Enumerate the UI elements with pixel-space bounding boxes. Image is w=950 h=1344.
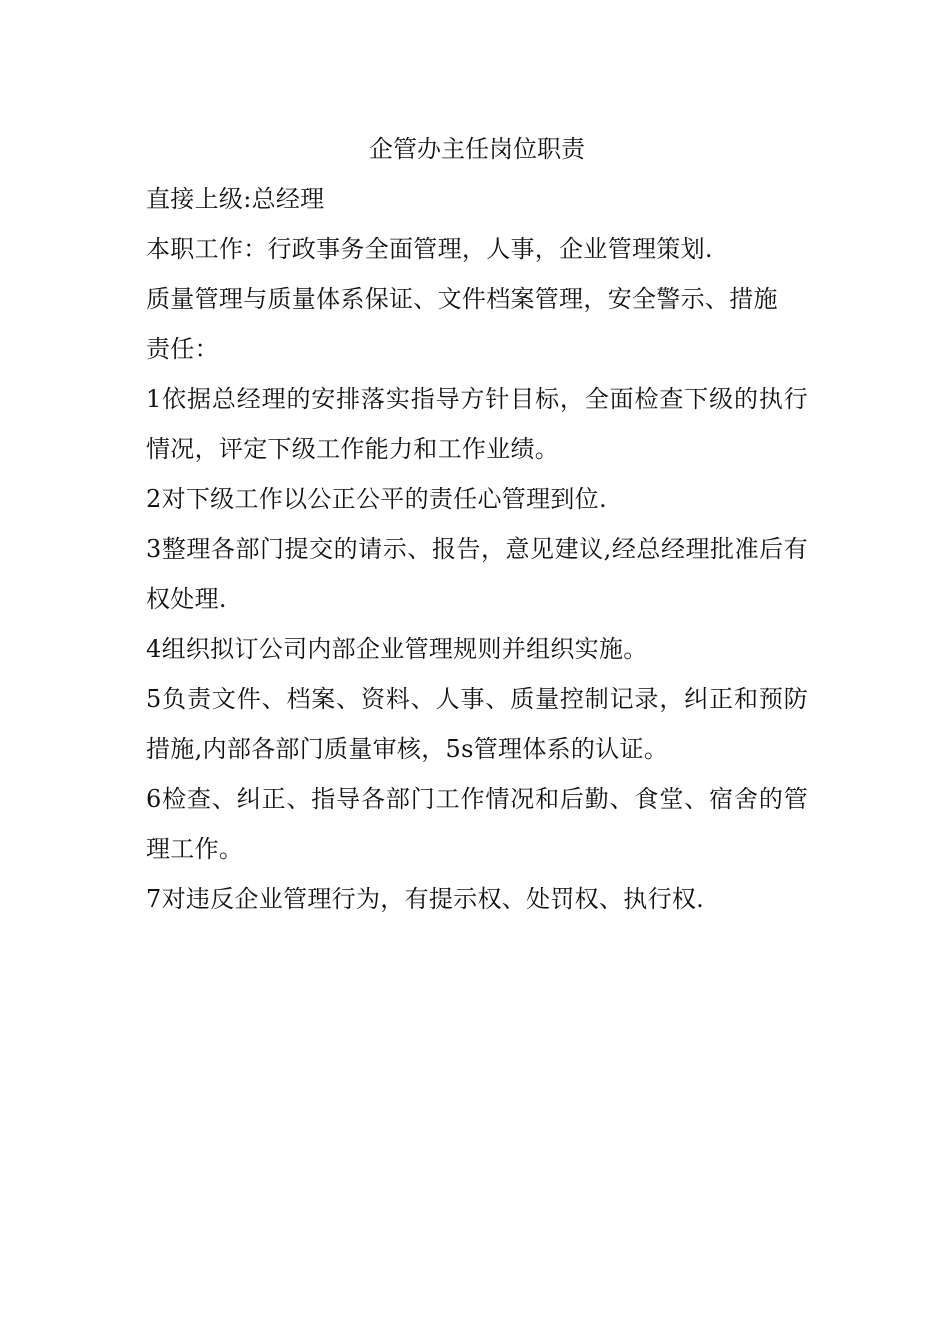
responsibility-item-5: 5负责文件、档案、资料、人事、质量控制记录，纠正和预防措施,内部各部门质量审核，5s管理体系的认证。 <box>146 685 808 763</box>
document-body <box>146 124 808 924</box>
responsibility-item-1: 1依据总经理的安排落实指导方针目标，全面检查下级的执行情况，评定下级工作能力和工作业绩。 <box>146 385 808 463</box>
responsibility-item-7: 7对违反企业管理行为，有提示权、处罚权、执行权. <box>146 885 705 913</box>
direct-superior-line: 直接上级:总经理 <box>146 185 325 213</box>
responsibility-heading: 责任： <box>146 335 219 363</box>
main-duty-line: 本职工作：行政事务全面管理，人事，企业管理策划. <box>146 235 713 263</box>
responsibility-item-4: 4组织拟订公司内部企业管理规则并组织实施。 <box>146 635 648 663</box>
responsibility-item-3: 3整理各部门提交的请示、报告，意见建议,经总经理批准后有权处理. <box>146 535 808 613</box>
document-title: 企管办主任岗位职责 <box>369 135 585 163</box>
scope-line: 质量管理与质量体系保证、文件档案管理，安全警示、措施 <box>146 285 778 313</box>
responsibility-item-6: 6检查、纠正、指导各部门工作情况和后勤、食堂、宿舍的管理工作。 <box>146 785 808 863</box>
responsibility-item-2: 2对下级工作以公正公平的责任心管理到位. <box>146 485 607 513</box>
